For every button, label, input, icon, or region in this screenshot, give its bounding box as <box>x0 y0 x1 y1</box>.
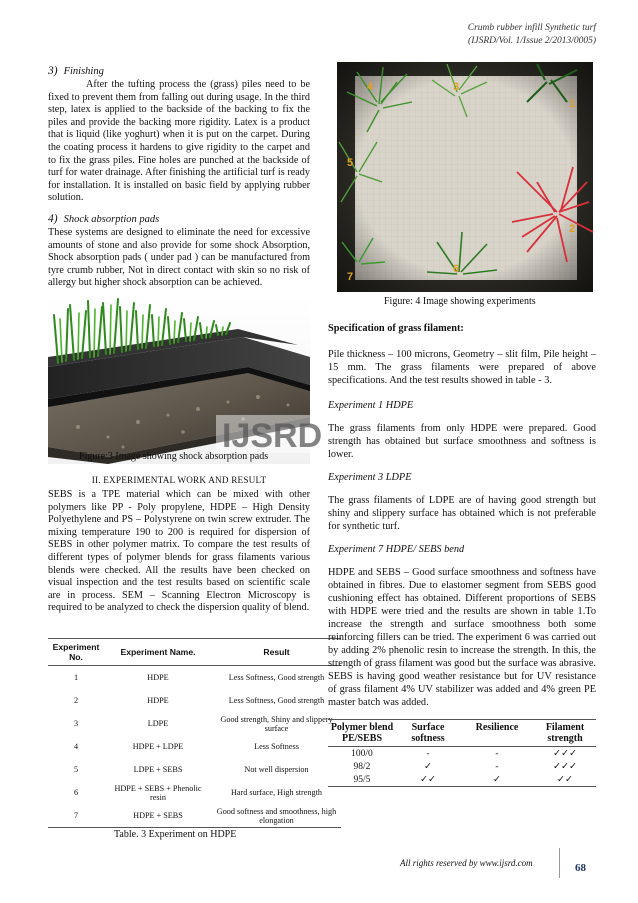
cell-result: Good softness and smoothness, high elongation <box>212 804 341 828</box>
fig4-label-5: 5 <box>347 157 354 169</box>
cell-name: HDPE + SEBS <box>104 804 212 828</box>
cell-softness: - <box>426 748 430 759</box>
cell-strength: ✓✓✓ <box>553 749 577 759</box>
exp1-paragraph: The grass filaments from only HDPE were prepared. Good strength has obtained but surface smoothness and softness is lower. <box>328 423 596 460</box>
cell-resilience: - <box>495 761 499 772</box>
cell-result: Good strength, Shiny and slippery surface <box>220 714 333 733</box>
exp7-paragraph: HDPE and SEBS – Good surface smoothness and softness have obtained in fibres. Due to elastomer segment from SEBS good cushioning effect has obtained. Different proportions of SEBS with HDPE were tried and the results are shown in table 1.To increase the strength and surface smoothness both some reinforcing fillers can be tried. The experiment 6 was carried out by adding 2% phenolic resin to increase the strength. In this, the strength of grass filament was good but the surface was abrasive. SEBS is having good weather resistance but for UV resistance of grass filament 4% UV stabilizer was added and 4% green PE master batch was added. <box>328 567 596 708</box>
table-row <box>48 758 341 781</box>
cell-name: HDPE + LDPE <box>132 742 184 751</box>
exp3-paragraph: The grass filaments of LDPE are of having good strength but shiny and slippery surface has obtained which is not preferable for synthetic turf. <box>328 495 596 532</box>
fig4-label-7: 7 <box>347 271 354 283</box>
page-number-divider <box>559 848 560 878</box>
footer-text: All rights reserved by www.ijsrd.com <box>400 858 533 868</box>
table-row <box>48 735 341 758</box>
filament-samples-photo <box>337 62 593 292</box>
cell-result: Less Softness, Good strength <box>228 673 325 682</box>
svg-text:IJSRD: IJSRD <box>222 417 323 455</box>
cell-blend: 100/0 <box>351 748 373 759</box>
table-row <box>48 712 341 735</box>
cell-result: Not well dispersion <box>244 765 309 774</box>
blend-table <box>328 719 596 787</box>
cell-resilience: - <box>495 748 499 759</box>
cell-no: 3 <box>73 719 79 728</box>
ijsrd-watermark <box>216 415 322 455</box>
cell-name: HDPE + SEBS + Phenolic resin <box>114 783 202 802</box>
table-3 <box>48 638 341 840</box>
col-header-experiment-name: Experiment Name. <box>104 639 212 666</box>
fig4-label-6: 6 <box>453 263 460 275</box>
fig4-label-1: 1 <box>569 98 576 110</box>
table-3-caption: Table. 3 Experiment on HDPE <box>114 829 237 840</box>
cell-result: Less Softness, Good strength <box>228 696 325 705</box>
cell-no: 1 <box>73 673 79 682</box>
experiment-table <box>48 638 341 828</box>
cell-result: Hard surface, High strength <box>231 788 322 797</box>
exp7-heading: Experiment 7 HDPE/ SEBS bend <box>328 544 465 555</box>
spec-paragraph: Pile thickness – 100 microns, Geometry – slit film, Pile height – 15 mm. The grass filaments were prepared of above specifications. And the test results showed in table - 3. <box>328 349 596 386</box>
page-number: 68 <box>575 862 586 874</box>
finishing-paragraph: After the tufting process the (grass) piles need to be fixed to prevent them from falling out during usage. In the third step, latex is applied to the backside of the backing to fix the piles and provide the backing more rigidity. Latex is a product that is liquid (like yoghurt) when it is put on the carpet. During the coating process it hardens to give rigidity to the carpet and to fix the grass piles. Fine holes are punched at the backside of turf for water drainage. After finishing the artificial turf is ready for installation. It is installed on basic field by applying rubber solution. <box>48 79 310 204</box>
table-row <box>48 781 341 804</box>
spec-heading: Specification of grass filament: <box>328 323 464 334</box>
section-2 <box>48 475 310 615</box>
finishing-heading <box>48 65 310 77</box>
shock-number: 4) <box>48 212 58 225</box>
cell-no: 4 <box>73 742 79 751</box>
cell-name: LDPE + SEBS <box>133 765 183 774</box>
table-row <box>328 747 596 761</box>
cell-name: HDPE <box>147 673 169 682</box>
exp3-heading: Experiment 3 LDPE <box>328 472 412 483</box>
cell-strength: ✓✓ <box>534 773 596 787</box>
table-row <box>48 689 341 712</box>
figure-3-image <box>48 297 323 464</box>
cell-no: 6 <box>73 788 79 797</box>
table-row <box>48 804 341 828</box>
section-2-heading: II. EXPERIMENTAL WORK AND RESULT <box>91 475 267 485</box>
col-header-resilience: Resilience <box>460 720 534 747</box>
cell-blend: 95/5 <box>328 773 396 787</box>
shock-paragraph: These systems are designed to eliminate the need for excessive amounts of stone and also provide for some shock Absorption, Shock absorption pads ( under pad ) can be manufactured from tyre crumb rubber, Not in direct contact with skin so no risk of allergy but higher shock absorption can be achieved. <box>48 226 310 289</box>
finishing-number: 3) <box>48 65 58 77</box>
left-column <box>48 65 310 290</box>
col-header-experiment-no: Experiment No. <box>48 639 104 666</box>
right-column <box>328 322 596 787</box>
cell-result: Less Softness <box>254 742 299 751</box>
figure-4-caption: Figure: 4 Image showing experiments <box>384 296 536 307</box>
fig4-label-2: 2 <box>569 223 576 235</box>
cell-blend: 98/2 <box>353 761 371 772</box>
cell-strength: ✓✓✓ <box>553 762 577 772</box>
col-header-result: Result <box>212 639 341 666</box>
cell-softness: ✓ <box>424 762 432 772</box>
running-title: Crumb rubber infill Synthetic turf <box>467 23 596 33</box>
cell-no: 7 <box>48 804 104 828</box>
col-header-polymer-blend: Polymer blend PE/SEBS <box>328 720 396 747</box>
cell-softness: ✓✓ <box>396 773 460 787</box>
table-row <box>48 666 341 690</box>
figure-4-image <box>337 62 593 292</box>
cell-no: 2 <box>73 696 79 705</box>
cell-name: HDPE <box>147 696 169 705</box>
turf-pad-illustration <box>48 297 323 464</box>
journal-issue: (IJSRD/Vol. 1/Issue 2/2013/0005) <box>468 36 596 46</box>
table-row <box>328 760 596 773</box>
exp1-heading: Experiment 1 HDPE <box>328 400 414 411</box>
finishing-title: Finishing <box>63 66 104 77</box>
table-row <box>328 773 596 787</box>
cell-no: 5 <box>73 765 79 774</box>
cell-resilience: ✓ <box>460 773 534 787</box>
col-header-filament-strength: Filament strength <box>534 720 596 747</box>
figure-3-caption: Figure:3 Image showing shock absorption pads <box>79 451 269 462</box>
cell-name: LDPE <box>147 719 169 728</box>
fig4-label-4: 4 <box>367 81 374 93</box>
fig4-label-3: 3 <box>453 81 460 93</box>
col-header-surface-softness: Surface softness <box>396 720 460 747</box>
shock-heading <box>48 213 310 225</box>
shock-title: Shock absorption pads <box>63 213 160 225</box>
section-2-paragraph: SEBS is a TPE material which can be mixed with other polymers like PP - Poly propylene, HDPE – High Density Polyethylene and PS – Polystyrene on twin screw extruder. The mixing temperature 190 to 200 is required for dispersion of SEBS in other polymer matrix. To compare the test results of different types of polymer blends for grass filaments various blends were checked. All the results have been checked on visual inspection and the test results based on scientific scale are in process. SEM – Scanning Electron Microscopy is required to be analyzed to check the dispersion quality of blend. <box>48 489 310 614</box>
